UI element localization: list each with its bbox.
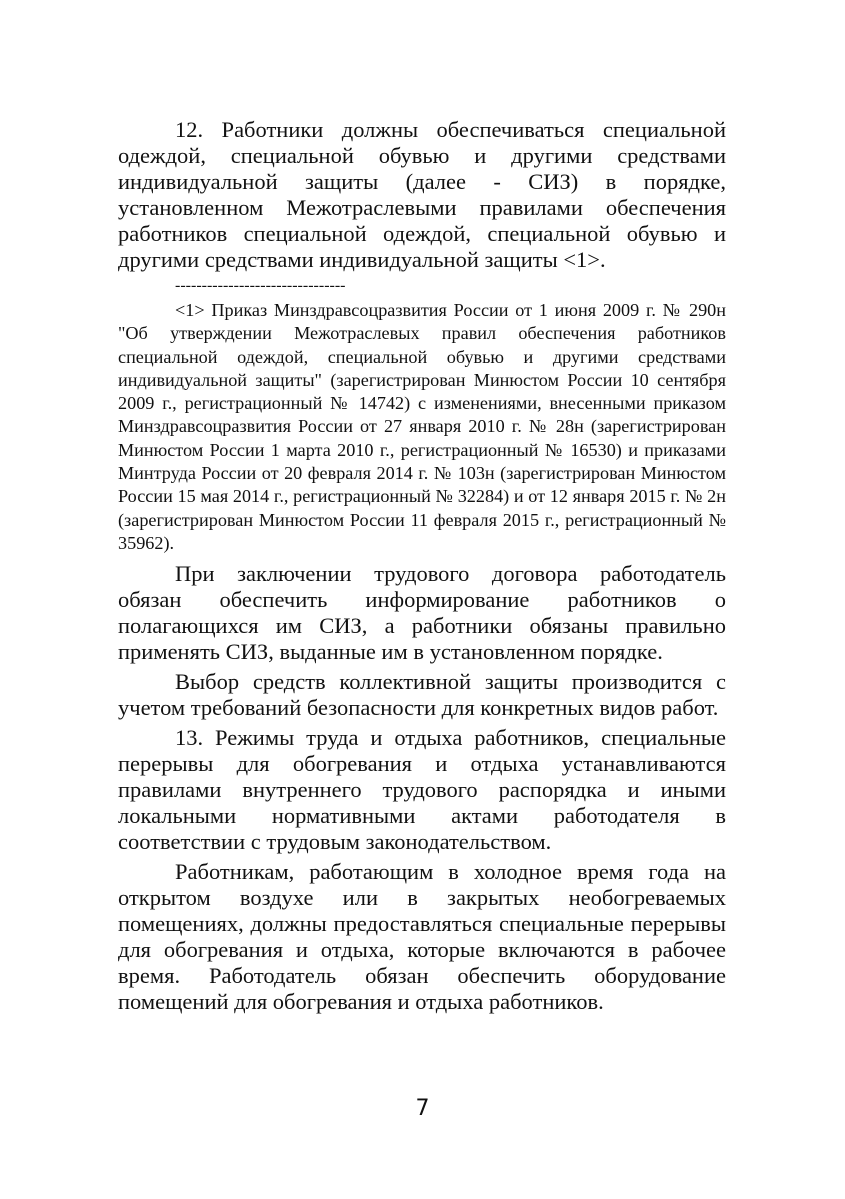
document-page (118, 117, 726, 1015)
paragraph-collective-protection: Выбор средств коллективной защиты производится с учетом требований безопасности для конкретных видов работ. (118, 669, 726, 721)
footnote-1: <1> Приказ Минздравсоцразвития России от 1 июня 2009 г. № 290н "Об утверждении Межотраслевых правил обеспечения работников специальной одеждой, специальной обувью и другими средствами индивидуальной защиты" (зарегистрирован Минюстом России 10 сентября 2009 г., регистрационный № 14742) с изменениями, внесенными приказом Минздравсоцразвития России от 27 января 2010 г. № 28н (зарегистрирован Минюстом России 1 марта 2010 г., регистрационный № 16530) и приказами Минтруда России от 20 февраля 2014 г. № 103н (зарегистрирован Минюстом России 15 мая 2014 г., регистрационный № 32284) и от 12 января 2015 г. № 2н (зарегистрирован Минюстом России 11 февраля 2015 г., регистрационный № 35962). (118, 300, 726, 553)
footnote-separator: -------------------------------- (175, 277, 346, 294)
paragraph-13-work-rest: 13. Режимы труда и отдыха работников, специальные перерывы для обогревания и отдыха устанавливаются правилами внутреннего трудового распорядка и иными локальными нормативными актами работодателя в соответствии с трудовым законодательством. (118, 725, 726, 855)
page-number: 7 (415, 1096, 430, 1121)
paragraph-employment-contract: При заключении трудового договора работодатель обязан обеспечить информирование работников о полагающихся им СИЗ, а работники обязаны правильно применять СИЗ, выданные им в установленном порядке. (118, 561, 726, 665)
paragraph-12-siz: 12. Работники должны обеспечиваться специальной одеждой, специальной обувью и другими средствами индивидуальной защиты (далее - СИЗ) в порядке, установленном Межотраслевыми правилами обеспечения работников специальной одеждой, специальной обувью и другими средствами индивидуальной защиты <1>. (118, 117, 726, 272)
paragraph-cold-season-breaks: Работникам, работающим в холодное время года на открытом воздухе или в закрытых необогреваемых помещениях, должны предоставляться специальные перерывы для обогревания и отдыха, которые включаются в рабочее время. Работодатель обязан обеспечить оборудование помещений для обогревания и отдыха работников. (118, 859, 726, 1015)
